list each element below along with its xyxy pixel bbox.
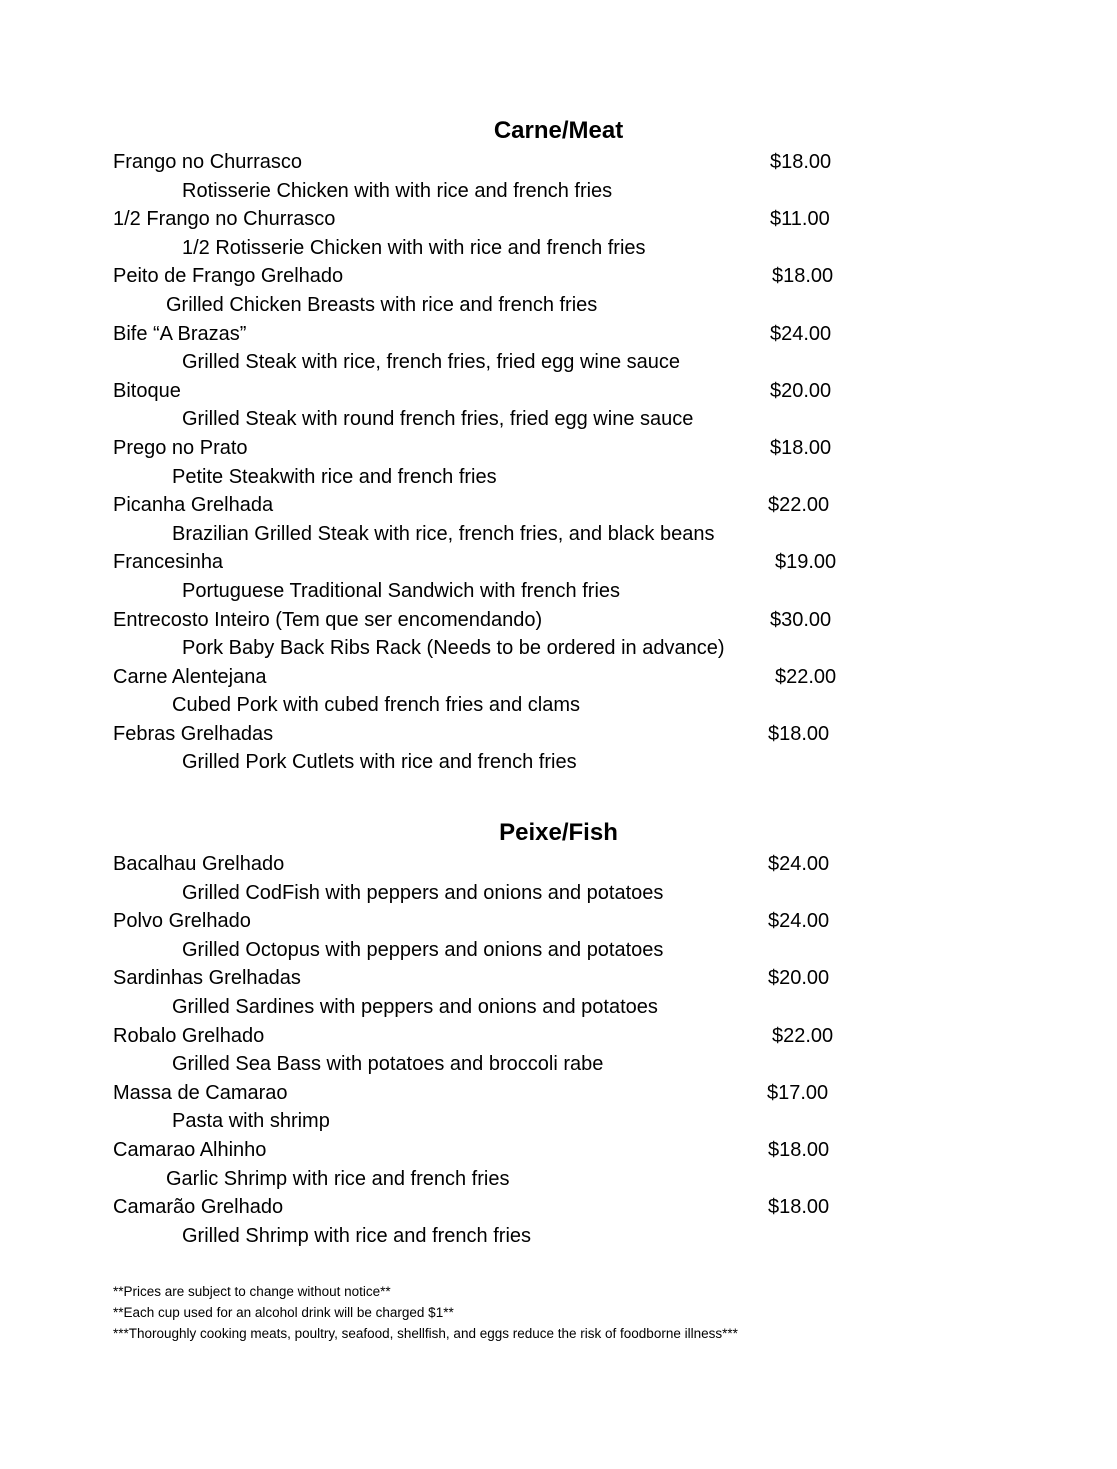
item-name: Massa de Camarao — [113, 1081, 288, 1104]
item-description: 1/2 Rotisserie Chicken with with rice and french fries — [182, 236, 646, 259]
item-name: Febras Grelhadas — [113, 722, 274, 745]
item-price: $19.00 — [775, 551, 837, 574]
menu-item — [0, 1079, 1117, 1136]
item-name: Carne Alentejana — [113, 665, 267, 688]
item-name: Bitoque — [113, 379, 181, 402]
item-price: $17.00 — [767, 1081, 829, 1104]
item-description: Portuguese Traditional Sandwich with french fries — [182, 579, 621, 602]
menu-item — [0, 907, 1117, 964]
section-title-meat: Carne/Meat — [493, 117, 624, 144]
item-description: Cubed Pork with cubed french fries and clams — [172, 694, 580, 717]
menu-item — [0, 1193, 1117, 1250]
menu-item — [0, 148, 1117, 205]
item-price: $24.00 — [768, 853, 830, 875]
item-description: Grilled Steak with round french fries, fried egg wine sauce — [182, 408, 694, 431]
item-price: $18.00 — [772, 265, 834, 288]
item-description: Grilled Octopus with peppers and onions and potatoes — [182, 938, 664, 961]
item-description: Rotisserie Chicken with with rice and french fries — [182, 179, 613, 202]
item-price: $22.00 — [768, 494, 830, 517]
footnotes — [113, 1281, 738, 1344]
item-name: Polvo Grelhado — [113, 910, 251, 933]
menu-item — [0, 1136, 1117, 1193]
footnote-price-change: **Prices are subject to change without notice** — [113, 1284, 391, 1299]
item-price: $18.00 — [770, 151, 832, 173]
item-price: $22.00 — [772, 1024, 834, 1047]
item-price: $11.00 — [770, 208, 830, 231]
item-description: Pasta with shrimp — [172, 1110, 330, 1133]
item-name: Camarão Grelhado — [113, 1196, 284, 1219]
item-name: Entrecosto Inteiro (Tem que ser encomendando) — [113, 608, 543, 631]
item-description: Grilled CodFish with peppers and onions and potatoes — [182, 881, 664, 904]
item-description: Grilled Steak with rice, french fries, fried egg wine sauce — [182, 351, 680, 374]
menu-item — [0, 491, 1117, 548]
item-description: Grilled Pork Cutlets with rice and french fries — [182, 751, 577, 774]
menu-item — [0, 548, 1117, 605]
footnote-food-safety: ***Thoroughly cooking meats, poultry, seafood, shellfish, and eggs reduce the risk of foodborne illness*** — [113, 1326, 738, 1341]
item-description: Brazilian Grilled Steak with rice, french fries, and black beans — [172, 522, 715, 545]
item-description: Garlic Shrimp with rice and french fries — [166, 1167, 510, 1190]
item-description: Grilled Sardines with peppers and onions and potatoes — [172, 995, 658, 1018]
item-price: $24.00 — [768, 910, 830, 933]
footnote-cup-charge: **Each cup used for an alcohol drink will be charged $1** — [113, 1305, 454, 1320]
item-name: Picanha Grelhada — [113, 494, 274, 517]
meat-section — [0, 113, 1117, 777]
item-name: Frango no Churrasco — [113, 151, 302, 173]
section-title-fish: Peixe/Fish — [499, 819, 618, 846]
menu-item — [0, 606, 1117, 663]
item-description: Pork Baby Back Ribs Rack (Needs to be ordered in advance) — [182, 637, 725, 660]
item-description: Grilled Shrimp with rice and french fries — [182, 1224, 532, 1247]
item-price: $18.00 — [770, 436, 832, 459]
item-name: Camarao Alhinho — [113, 1138, 267, 1161]
item-name: Peito de Frango Grelhado — [113, 265, 344, 288]
item-price: $30.00 — [770, 608, 832, 631]
item-name: Sardinhas Grelhadas — [113, 967, 301, 990]
item-description: Grilled Sea Bass with potatoes and broccoli rabe — [172, 1053, 604, 1076]
item-name: Francesinha — [113, 551, 224, 574]
menu-item — [0, 434, 1117, 491]
menu-item — [0, 850, 1117, 907]
menu-item — [0, 377, 1117, 434]
item-name: Bife “A Brazas” — [113, 322, 247, 345]
item-price: $20.00 — [770, 379, 832, 402]
menu-item — [0, 262, 1117, 319]
item-price: $24.00 — [770, 322, 832, 345]
menu-item — [0, 720, 1117, 777]
menu-item — [0, 205, 1117, 262]
menu-item — [0, 663, 1117, 720]
menu-item — [0, 964, 1117, 1021]
item-price: $22.00 — [775, 665, 837, 688]
item-price: $18.00 — [768, 722, 830, 745]
fish-section — [0, 815, 1117, 1250]
item-description: Petite Steakwith rice and french fries — [172, 465, 497, 488]
item-name: Prego no Prato — [113, 436, 248, 459]
item-name: Robalo Grelhado — [113, 1024, 265, 1047]
item-price: $20.00 — [768, 967, 830, 990]
menu-item — [0, 1022, 1117, 1079]
item-price: $18.00 — [768, 1196, 830, 1219]
item-name: Bacalhau Grelhado — [113, 853, 285, 875]
item-price: $18.00 — [768, 1138, 830, 1161]
menu-item — [0, 320, 1117, 377]
item-description: Grilled Chicken Breasts with rice and french fries — [166, 293, 598, 316]
item-name: 1/2 Frango no Churrasco — [113, 208, 336, 231]
